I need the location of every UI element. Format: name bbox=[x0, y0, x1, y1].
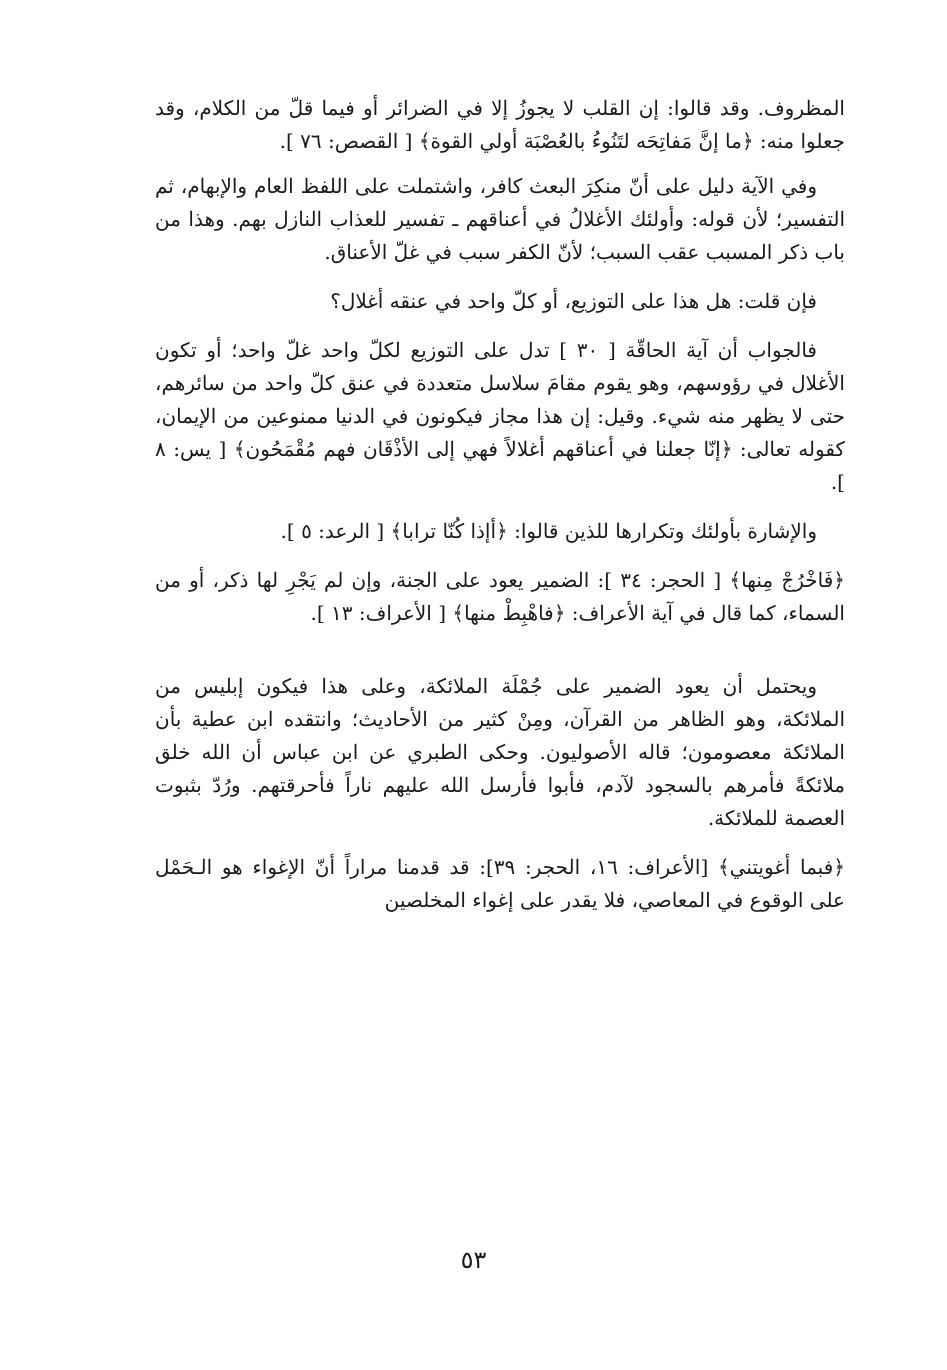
page-number: ٥٣ bbox=[460, 1246, 487, 1274]
paragraph-4: فالجواب أن آية الحاقّة [ ٣٠ ] تدل على التوزيع لكلّ واحد غلّ واحد؛ أو تكون الأغلال في رؤوسهم، وهو يقوم مقامَ سلاسل متعددة في عنق كلّ واحد من سائرهم، حتى لا يظهر منه شيء. وقيل: إن هذا مجاز فيكونون في الدنيا ممنوعين من الإيمان، كقوله تعالى: ﴿إنّا جعلنا في أعناقهم أغلالاً فهي إلى الأذْقَان فهم مُقْمَحُون﴾ [ يس: ٨ ]. bbox=[155, 338, 845, 494]
paragraph-6: ﴿فَاخْرُجْ مِنها﴾ [ الحجر: ٣٤ ]: الضمير يعود على الجنة، وإن لم يَجْرِ لها ذكر، أو من السماء، كما قال في آية الأعراف: ﴿فاهْبِطْ منها﴾ [ الأعراف: ١٣ ]. bbox=[155, 568, 845, 625]
paragraph-2: وفي الآية دليل على أنّ منكِرَ البعث كافر، واشتملت على اللفظ العام والإبهام، ثم التفسير؛ لأن قوله: وأولئك الأغلالُ في أعناقهم ـ تفسير للعذاب النازل بهم. وهذا من باب ذكر المسبب عقب السبب؛ لأنّ الكفر سبب في غلّ الأعناق. bbox=[155, 174, 845, 264]
paragraph-1: المظروف. وقد قالوا: إن القلب لا يجوزُ إلا في الضرائر أو فيما قلّ من الكلام، وقد جعلوا منه: ﴿ما إنَّ مَفاتِحَه لتَنُوءُ بالعُصْبَة أولي القوة﴾ [ القصص: ٧٦ ]. bbox=[155, 96, 845, 153]
page-body bbox=[155, 92, 845, 917]
paragraph-8: ﴿فبما أغويتني﴾ [الأعراف: ١٦، الحجر: ٣٩]: قد قدمنا مراراً أنّ الإغواء هو الـحَمْل على الوقوع في المعاصي، فلا يقدر على إغواء المخلصين bbox=[155, 855, 845, 912]
paragraph-5: والإشارة بأولئك وتكرارها للذين قالوا: ﴿أإذا كُنّا ترابا﴾ [ الرعد: ٥ ]. bbox=[280, 519, 817, 543]
paragraph-3: فإن قلت: هل هذا على التوزيع، أو كلّ واحد في عنقه أغلال؟ bbox=[330, 289, 817, 313]
paragraph-7: ويحتمل أن يعود الضمير على جُمْلَة الملائكة، وعلى هذا فيكون إبليس من الملائكة، وهو الظاهر من القرآن، ومِنْ كثير من الأحاديث؛ وانتقده ابن عطية بأن الملائكة معصومون؛ قاله الأصوليون. وحكى الطبري عن ابن عباس أن الله خلق ملائكةً فأمرهم بالسجود لآدم، فأبوا فأرسل الله عليهم ناراً فأحرقتهم. ورُدّ بثبوت العصمة للملائكة. bbox=[155, 674, 845, 830]
